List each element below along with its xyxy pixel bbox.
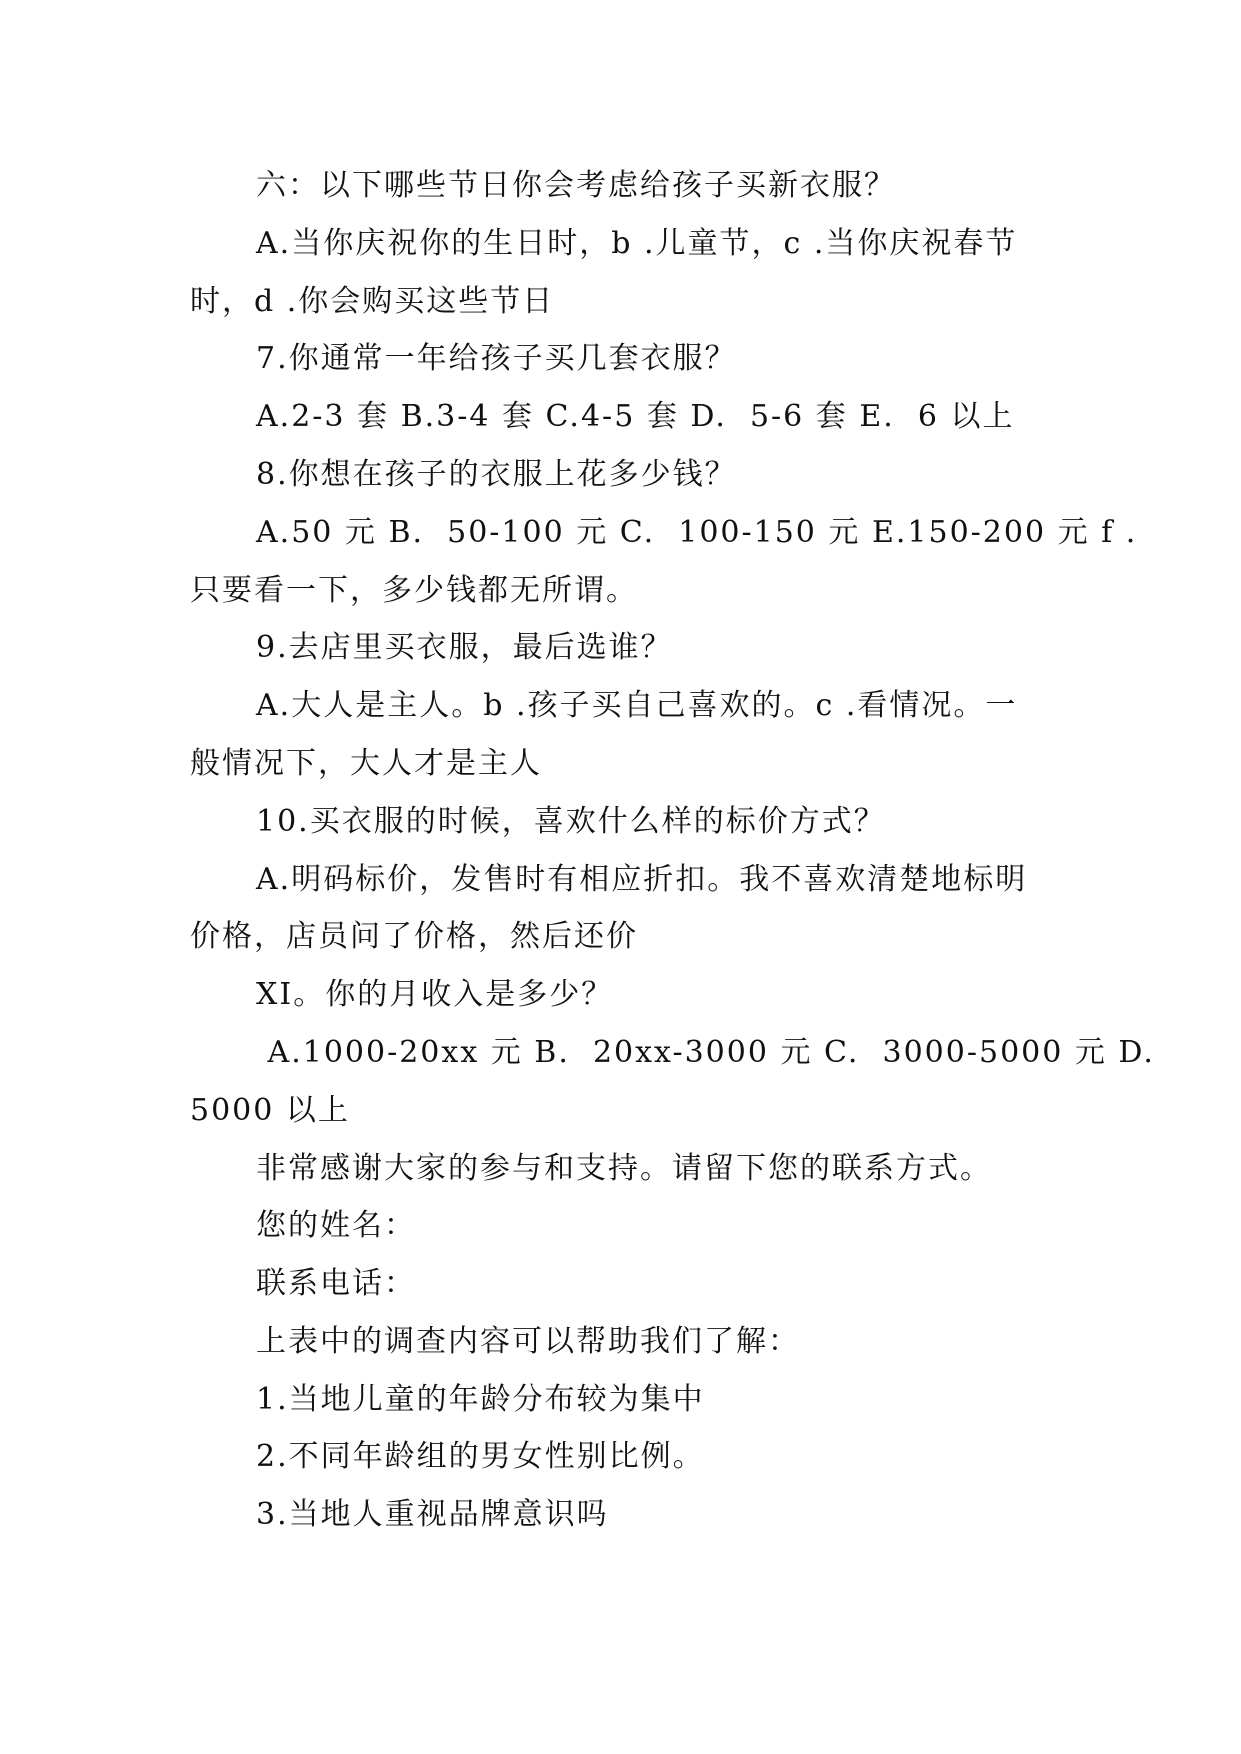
question-6-title: 六：以下哪些节日你会考虑给孩子买新衣服？ [256, 168, 896, 203]
question-8-options: A.50 元 B. 50-100 元 C. 100-150 元 E.150-200 元 f . [256, 515, 1138, 550]
question-10-options: A.明码标价，发售时有相应折扣。我不喜欢清楚地标明 [256, 862, 1028, 897]
question-11-options: A.1000-20xx 元 B. 20xx-3000 元 C. 3000-5000 元 D. [256, 1035, 1155, 1070]
question-11-options-cont: 5000 以上 [190, 1093, 350, 1128]
question-11-title: XI。你的月收入是多少？ [256, 977, 614, 1012]
question-10-title: 10.买衣服的时候，喜欢什么样的标价方式？ [256, 804, 886, 839]
summary-item-3: 3.当地人重视品牌意识吗 [256, 1497, 609, 1532]
question-9-options: A.大人是主人。b .孩子买自己喜欢的。c .看情况。一 [256, 688, 1018, 723]
question-9-title: 9.去店里买衣服，最后选谁？ [256, 630, 673, 665]
thanks-text: 非常感谢大家的参与和支持。请留下您的联系方式。 [256, 1151, 992, 1186]
question-7-options: A.2-3 套 B.3-4 套 C.4-5 套 D. 5-6 套 E. 6 以上 [256, 399, 1015, 434]
summary-item-1: 1.当地儿童的年龄分布较为集中 [256, 1382, 705, 1417]
question-9-options-cont: 般情况下，大人才是主人 [190, 746, 542, 781]
question-10-options-cont: 价格，店员问了价格，然后还价 [190, 919, 638, 954]
question-6-options-cont: 时，d .你会购买这些节日 [190, 284, 555, 319]
question-8-options-cont: 只要看一下，多少钱都无所谓。 [190, 573, 638, 608]
name-label: 您的姓名： [256, 1208, 416, 1243]
question-7-title: 7.你通常一年给孩子买几套衣服？ [256, 341, 737, 376]
summary-item-2: 2.不同年龄组的男女性别比例。 [256, 1439, 705, 1474]
summary-intro: 上表中的调查内容可以帮助我们了解： [256, 1324, 800, 1359]
question-8-title: 8.你想在孩子的衣服上花多少钱？ [256, 457, 737, 492]
phone-label: 联系电话： [256, 1266, 416, 1301]
question-6-options: A.当你庆祝你的生日时，b .儿童节，c .当你庆祝春节 [256, 226, 1018, 261]
